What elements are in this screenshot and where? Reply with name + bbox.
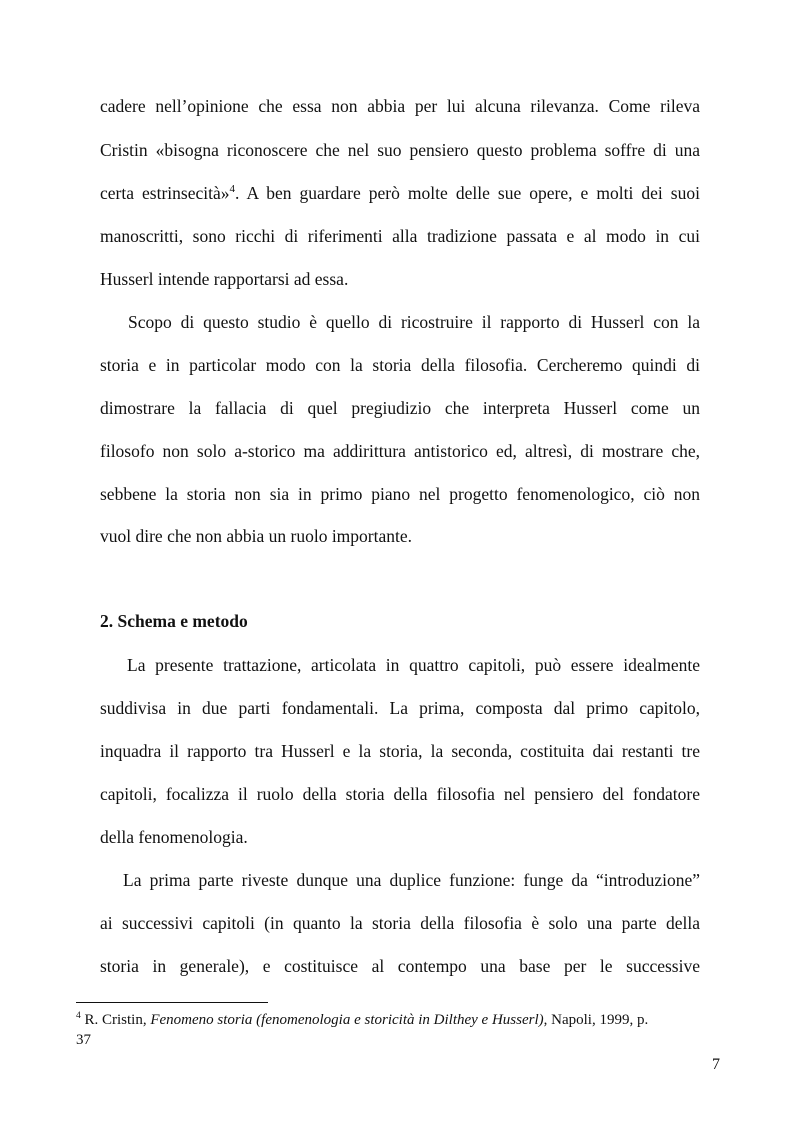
footnote-marker: 4 [76,1011,81,1021]
footnote-publication: , Napoli, 1999, p. [543,1012,649,1028]
paragraph-2-line-5: sebbene la storia non sia in primo piano nel progetto fenomenologico, ciò non [100,484,700,504]
section-heading: 2. Schema e metodo [100,611,248,631]
paragraph-3-line-1: La presente trattazione, articolata in quattro capitoli, può essere idealmente [127,655,700,675]
footnote-title: Fenomeno storia (fenomenologia e storicità in Dilthey e Husserl) [150,1012,544,1028]
footnote-4-line-2: 37 [76,1032,91,1048]
paragraph-1-line-4: manoscritti, sono ricchi di riferimenti alla tradizione passata e al modo in cui [100,226,700,246]
paragraph-4-line-2: ai successivi capitoli (in quanto la storia della filosofia è solo una parte della [100,913,700,933]
footnote-author: R. Cristin, [80,1012,151,1028]
paragraph-1-line-3 [100,181,700,205]
footnote-reference-4: 4 [229,183,236,196]
paragraph-2-line-6: vuol dire che non abbia un ruolo importante. [100,526,413,546]
paragraph-3-line-5: della fenomenologia. [100,827,248,847]
paragraph-1-line-3-start: certa estrinsecità» [100,183,230,203]
page-number: 7 [712,1056,720,1073]
paragraph-3-line-4: capitoli, focalizza il ruolo della storia della filosofia nel pensiero del fondatore [100,784,700,804]
paragraph-3-line-3: inquadra il rapporto tra Husserl e la storia, la seconda, costituita dai restanti tre [100,741,700,761]
paragraph-1-line-5: Husserl intende rapportarsi ad essa. [100,269,349,289]
paragraph-2-line-2: storia e in particolar modo con la storia della filosofia. Cercheremo quindi di [100,355,700,375]
footnote-separator [76,1002,268,1003]
paragraph-1-line-3-end: . A ben guardare però molte delle sue opere, e molti dei suoi [235,183,700,203]
paragraph-3-line-2: suddivisa in due parti fondamentali. La prima, composta dal primo capitolo, [100,698,700,718]
paragraph-4-line-3: storia in generale), e costituisce al contempo una base per le successive [100,956,700,976]
paragraph-1-line-1: cadere nell’opinione che essa non abbia per lui alcuna rilevanza. Come rileva [100,96,700,116]
paragraph-2-line-3: dimostrare la fallacia di quel pregiudizio che interpreta Husserl come un [100,398,700,418]
footnote-4-line-1 [76,1010,648,1030]
paragraph-1-line-2: Cristin «bisogna riconoscere che nel suo pensiero questo problema soffre di una [100,140,700,160]
paragraph-4-line-1: La prima parte riveste dunque una duplice funzione: funge da “introduzione” [123,870,700,890]
paragraph-2-line-1: Scopo di questo studio è quello di ricostruire il rapporto di Husserl con la [128,312,700,332]
paragraph-2-line-4: filosofo non solo a-storico ma addirittura antistorico ed, altresì, di mostrare che, [100,441,700,461]
